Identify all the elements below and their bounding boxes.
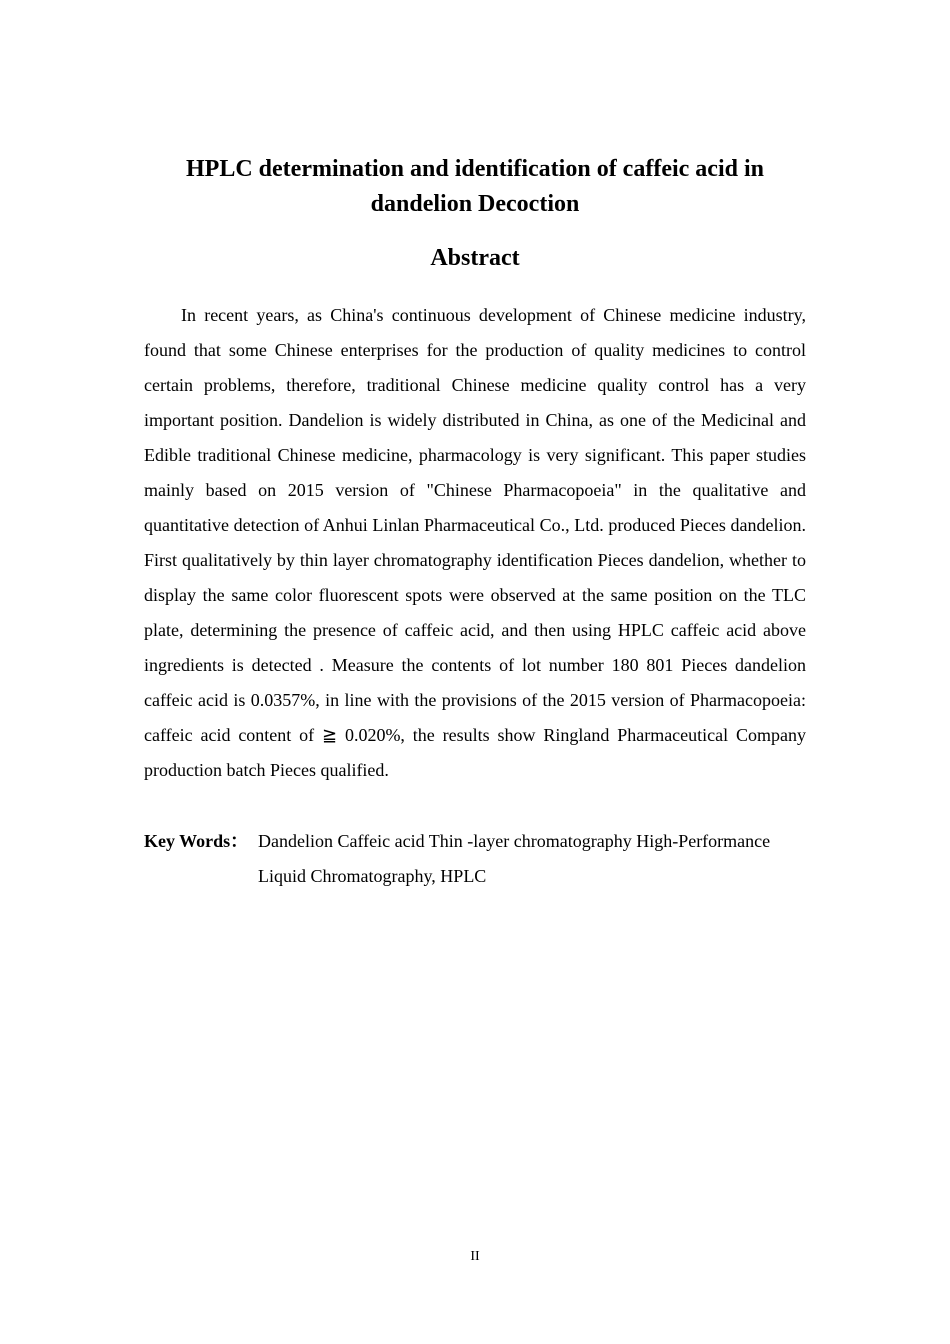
keywords-line-1: Dandelion Caffeic acid Thin -layer chromatography High-Performance: [258, 831, 771, 851]
page-number: II: [470, 1249, 480, 1264]
paper-title: [144, 152, 806, 222]
keywords-values: [258, 824, 806, 894]
paper-title-line-2: dandelion Decoction: [370, 191, 580, 217]
keywords-block: [144, 824, 806, 894]
abstract-body: In recent years, as China's continuous development of Chinese medicine industry, found that some Chinese enterprises for the production of quality medicines to control certain problems, therefore, traditional Chinese medicine quality control has a very important position. Dandelion is widely distributed in China, as one of the Medicinal and Edible traditional Chinese medicine, pharmacology is very significant. This paper studies mainly based on 2015 version of "Chinese Pharmacopoeia" in the qualitative and quantitative detection of Anhui Linlan Pharmaceutical Co., Ltd. produced Pieces dandelion. First qualitatively by thin layer chromatography identification Pieces dandelion, whether to display the same color fluorescent spots were observed at the same position on the TLC plate, determining the presence of caffeic acid, and then using HPLC caffeic acid above ingredients is detected . Measure the contents of lot number 180 801 Pieces dandelion caffeic acid is 0.0357%, in line with the provisions of the 2015 version of Pharmacopoeia: caffeic acid content of ≧ 0.020%, the results show Ringland Pharmaceutical Company production batch Pieces qualified.: [144, 305, 806, 780]
keywords-line-2: Liquid Chromatography, HPLC: [258, 866, 487, 886]
abstract-heading: Abstract: [430, 245, 520, 271]
keywords-label: Key Words：: [144, 831, 249, 851]
paper-title-line-1: HPLC determination and identification of caffeic acid in: [186, 156, 764, 182]
